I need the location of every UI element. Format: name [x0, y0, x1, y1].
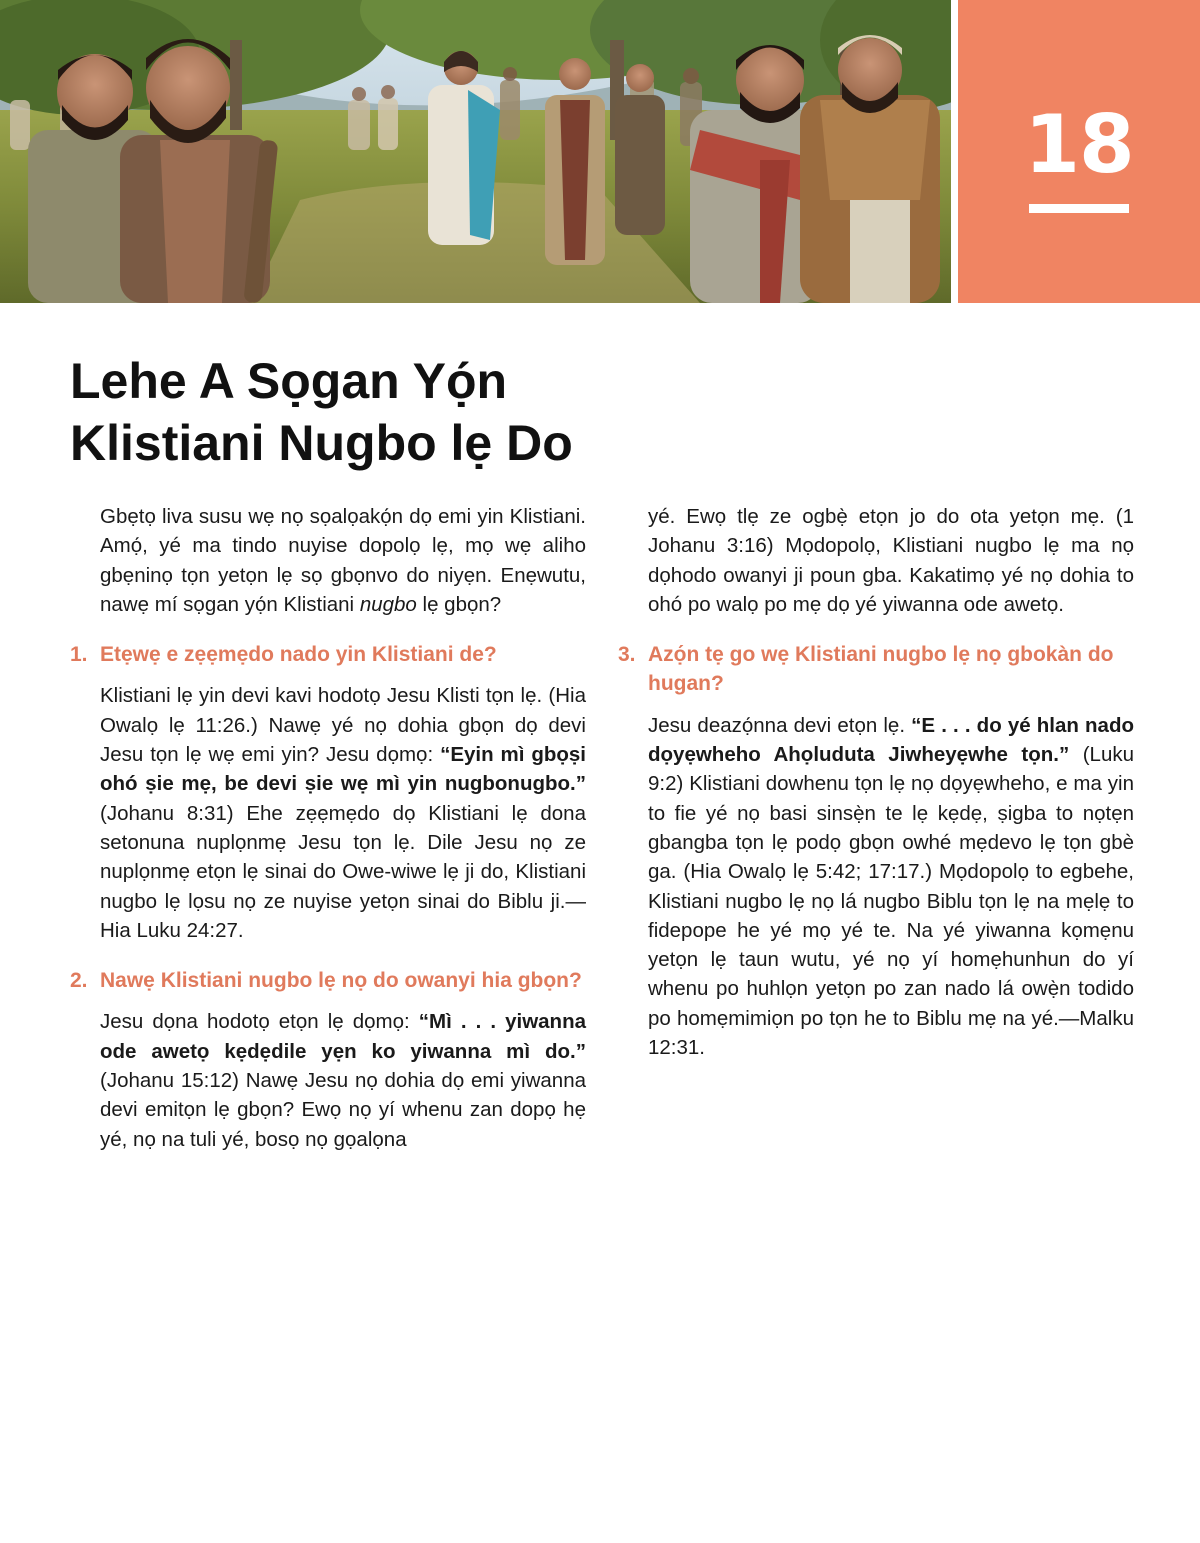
answer-1-text: Klistiani lẹ yin devi kavi hodotọ Jesu Klisti tọn lẹ. (Hia Owalọ lẹ 11:26.) Nawẹ yé nọ dohia gbọn dọ devi Jesu tọn lẹ wẹ emi yin? Jesu dọmọ: [100, 684, 586, 767]
answer-3-text-end: (Luku 9:2) Klistiani dowhenu tọn lẹ nọ dọyẹwheho, e ma yin to fie yé nọ basi sinsẹ̀n te lẹ kẹdẹ, ṣigba to nọtẹn gbangba tọn lẹ podọ gbọn owhé mẹdevo lẹ tọn gbè ga. (Hia Owalọ lẹ 5:42; 17:17.) Mọdopolọ to egbehe, Klistiani nugbo lẹ nọ lá nugbo Biblu tọn lẹ na mẹlẹ to fidepope he yé mọ yé te. Na yé yiwanna kọmẹnu yetọn lẹ taun wutu, yé nọ yí homẹhunhun do yí whenu po huhlọn yetọn po zan nado lá owẹ̀n todido po homẹmimiọn po tọn he to Biblu mẹ na yé.—Malku 12:31. [648, 743, 1134, 1060]
answer-1-text-end: (Johanu 8:31) Ehe zẹẹmẹdo dọ Klistiani lẹ dona setonuna nuplọnmẹ Jesu tọn lẹ. Dile Jesu nọ ze nuplọnmẹ etọn lẹ sinai do Owe-wiwe lẹ ji do, Klistiani nugbo lẹ lọsu nọ ze nuyise yetọn sinai do Biblu ji.—Hia Luku 24:27. [100, 801, 586, 942]
answer-1-quote: “Eyin mì gbọṣi ohó ṣie mẹ, be devi ṣie wẹ mì yin nugbonugbo.” [100, 743, 586, 796]
answer-3-quote: “E . . . do yé hlan nado dọyẹwheho Ahọluduta Jiwheyẹwhe tọn.” [648, 713, 1134, 767]
answer-2-text-end: (Johanu 15:12) Nawẹ Jesu nọ dohia dọ emi yiwanna devi emitọn lẹ gbọn? Ewọ nọ yí whenu zan dopọ hẹ yé, nọ na tuli yé, bosọ nọ gọalọna [100, 1069, 586, 1151]
question-3-text: Azọ́n tẹ go wẹ Klistiani nugbo lẹ nọ gbokàn do hugan? [648, 643, 1114, 696]
lesson-number: 18 [1024, 98, 1134, 191]
answer-2-text: Jesu dọna hodotọ etọn lẹ dọmọ: [100, 1010, 419, 1034]
answer-2-continuation: yé. Ewọ tlẹ ze ogbẹ̀ etọn jo do ota yetọn mẹ. (1 Johanu 3:16) Mọdopolọ, Klistiani nugbo lẹ ma nọ dọhodo owanyi ji poun gba. Kakatimọ yé nọ dohia to ohó po walọ po mẹ dọ yé yiwanna ode awetọ. [648, 505, 1134, 616]
intro-text-end: lẹ gbọn? [416, 592, 502, 616]
question-3-heading [618, 640, 1134, 699]
disciples-scene-illustration [0, 0, 951, 303]
question-2-number: 2. [70, 969, 88, 993]
header-photo [0, 0, 951, 303]
right-column [618, 502, 1134, 1062]
question-2-text: Nawẹ Klistiani nugbo lẹ nọ do owanyi hia gbọn? [100, 969, 582, 993]
intro-text: Gbẹtọ liva susu wẹ nọ sọalọakọ́n dọ emi yin Klistiani. Amọ́, yé ma tindo nuyise dopolọ lẹ, mọ wẹ aliho gbẹninọ tọn yetọn lẹ sọ gbọnvo do niyẹn. Enẹwutu, nawẹ mí sọgan yọ́n Klistiani [100, 505, 586, 616]
page-title [70, 350, 573, 474]
page-title-line-1: Lehe A Sọgan Yọ́n [70, 353, 508, 409]
badge-underline [1029, 204, 1129, 213]
question-1-text: Etẹwẹ e zẹẹmẹdo nado yin Klistiani de? [100, 643, 497, 667]
intro-emphasis: nugbo [359, 592, 417, 616]
answer-3-text: Jesu deazọ́nna devi etọn lẹ. [648, 713, 912, 737]
question-1-number: 1. [70, 643, 88, 667]
question-1-heading [70, 640, 586, 669]
answer-1-paragraph [70, 681, 586, 945]
intro-paragraph [70, 502, 586, 619]
left-column [70, 502, 586, 1154]
question-2-heading [70, 966, 586, 995]
lesson-number-badge [958, 0, 1200, 303]
answer-3-paragraph [618, 711, 1134, 1063]
answer-2-quote: “Mì . . . yiwanna ode awetọ kẹdẹdile yẹn ko yiwanna mì do.” [100, 1010, 586, 1063]
answer-2-paragraph [70, 1007, 586, 1153]
question-3-number: 3. [618, 643, 636, 667]
page-title-line-2: Klistiani Nugbo lẹ Do [70, 415, 573, 471]
